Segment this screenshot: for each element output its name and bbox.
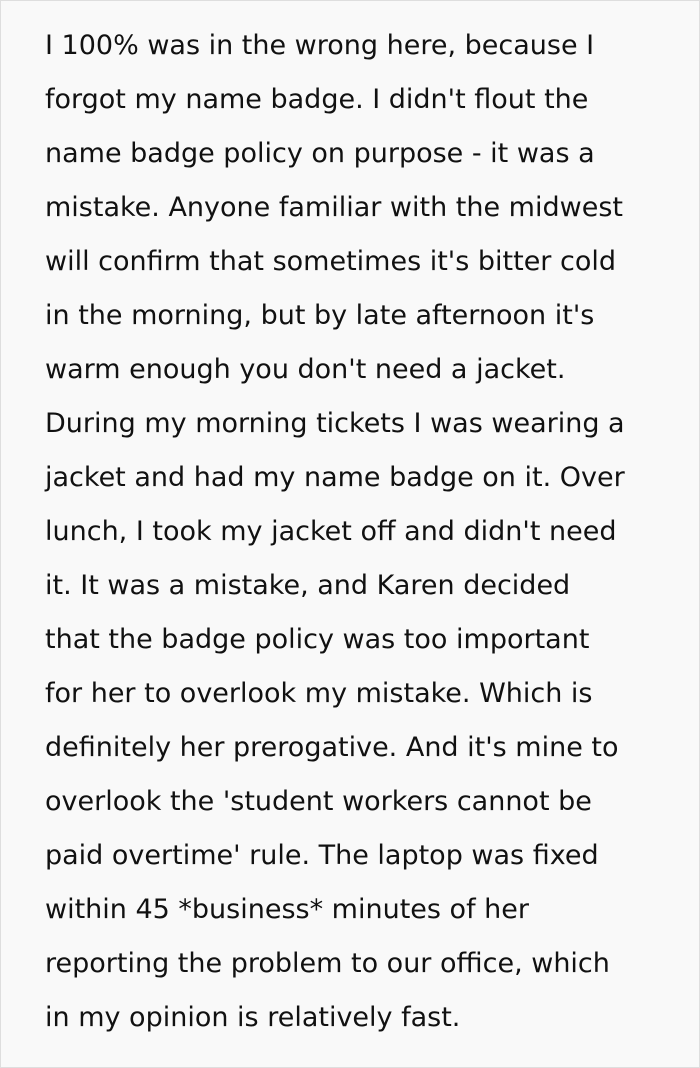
body-paragraph bbox=[45, 19, 685, 1045]
text-line: lunch, I took my jacket off and didn't need bbox=[45, 516, 617, 547]
text-line: name badge policy on purpose - it was a bbox=[45, 138, 595, 169]
text-line: definitely her prerogative. And it's mine to bbox=[45, 732, 619, 763]
text-line: that the badge policy was too important bbox=[45, 624, 590, 655]
text-line: forgot my name badge. I didn't flout the bbox=[45, 84, 589, 115]
text-line: within 45 *business* minutes of her bbox=[45, 894, 529, 925]
text-line: paid overtime' rule. The laptop was fixed bbox=[45, 840, 599, 871]
text-line: warm enough you don't need a jacket. bbox=[45, 354, 566, 385]
text-line: it. It was a mistake, and Karen decided bbox=[45, 570, 571, 601]
text-line: in the morning, but by late afternoon it's bbox=[45, 300, 595, 331]
text-line: mistake. Anyone familiar with the midwest bbox=[45, 192, 623, 223]
text-line: for her to overlook my mistake. Which is bbox=[45, 678, 593, 709]
text-line: will confirm that sometimes it's bitter cold bbox=[45, 246, 616, 277]
text-line: in my opinion is relatively fast. bbox=[45, 1002, 461, 1033]
text-line: jacket and had my name badge on it. Over bbox=[45, 462, 625, 493]
text-line: reporting the problem to our office, which bbox=[45, 948, 610, 979]
text-line: overlook the 'student workers cannot be bbox=[45, 786, 592, 817]
text-line: During my morning tickets I was wearing a bbox=[45, 408, 625, 439]
text-line: I 100% was in the wrong here, because I bbox=[45, 30, 595, 61]
